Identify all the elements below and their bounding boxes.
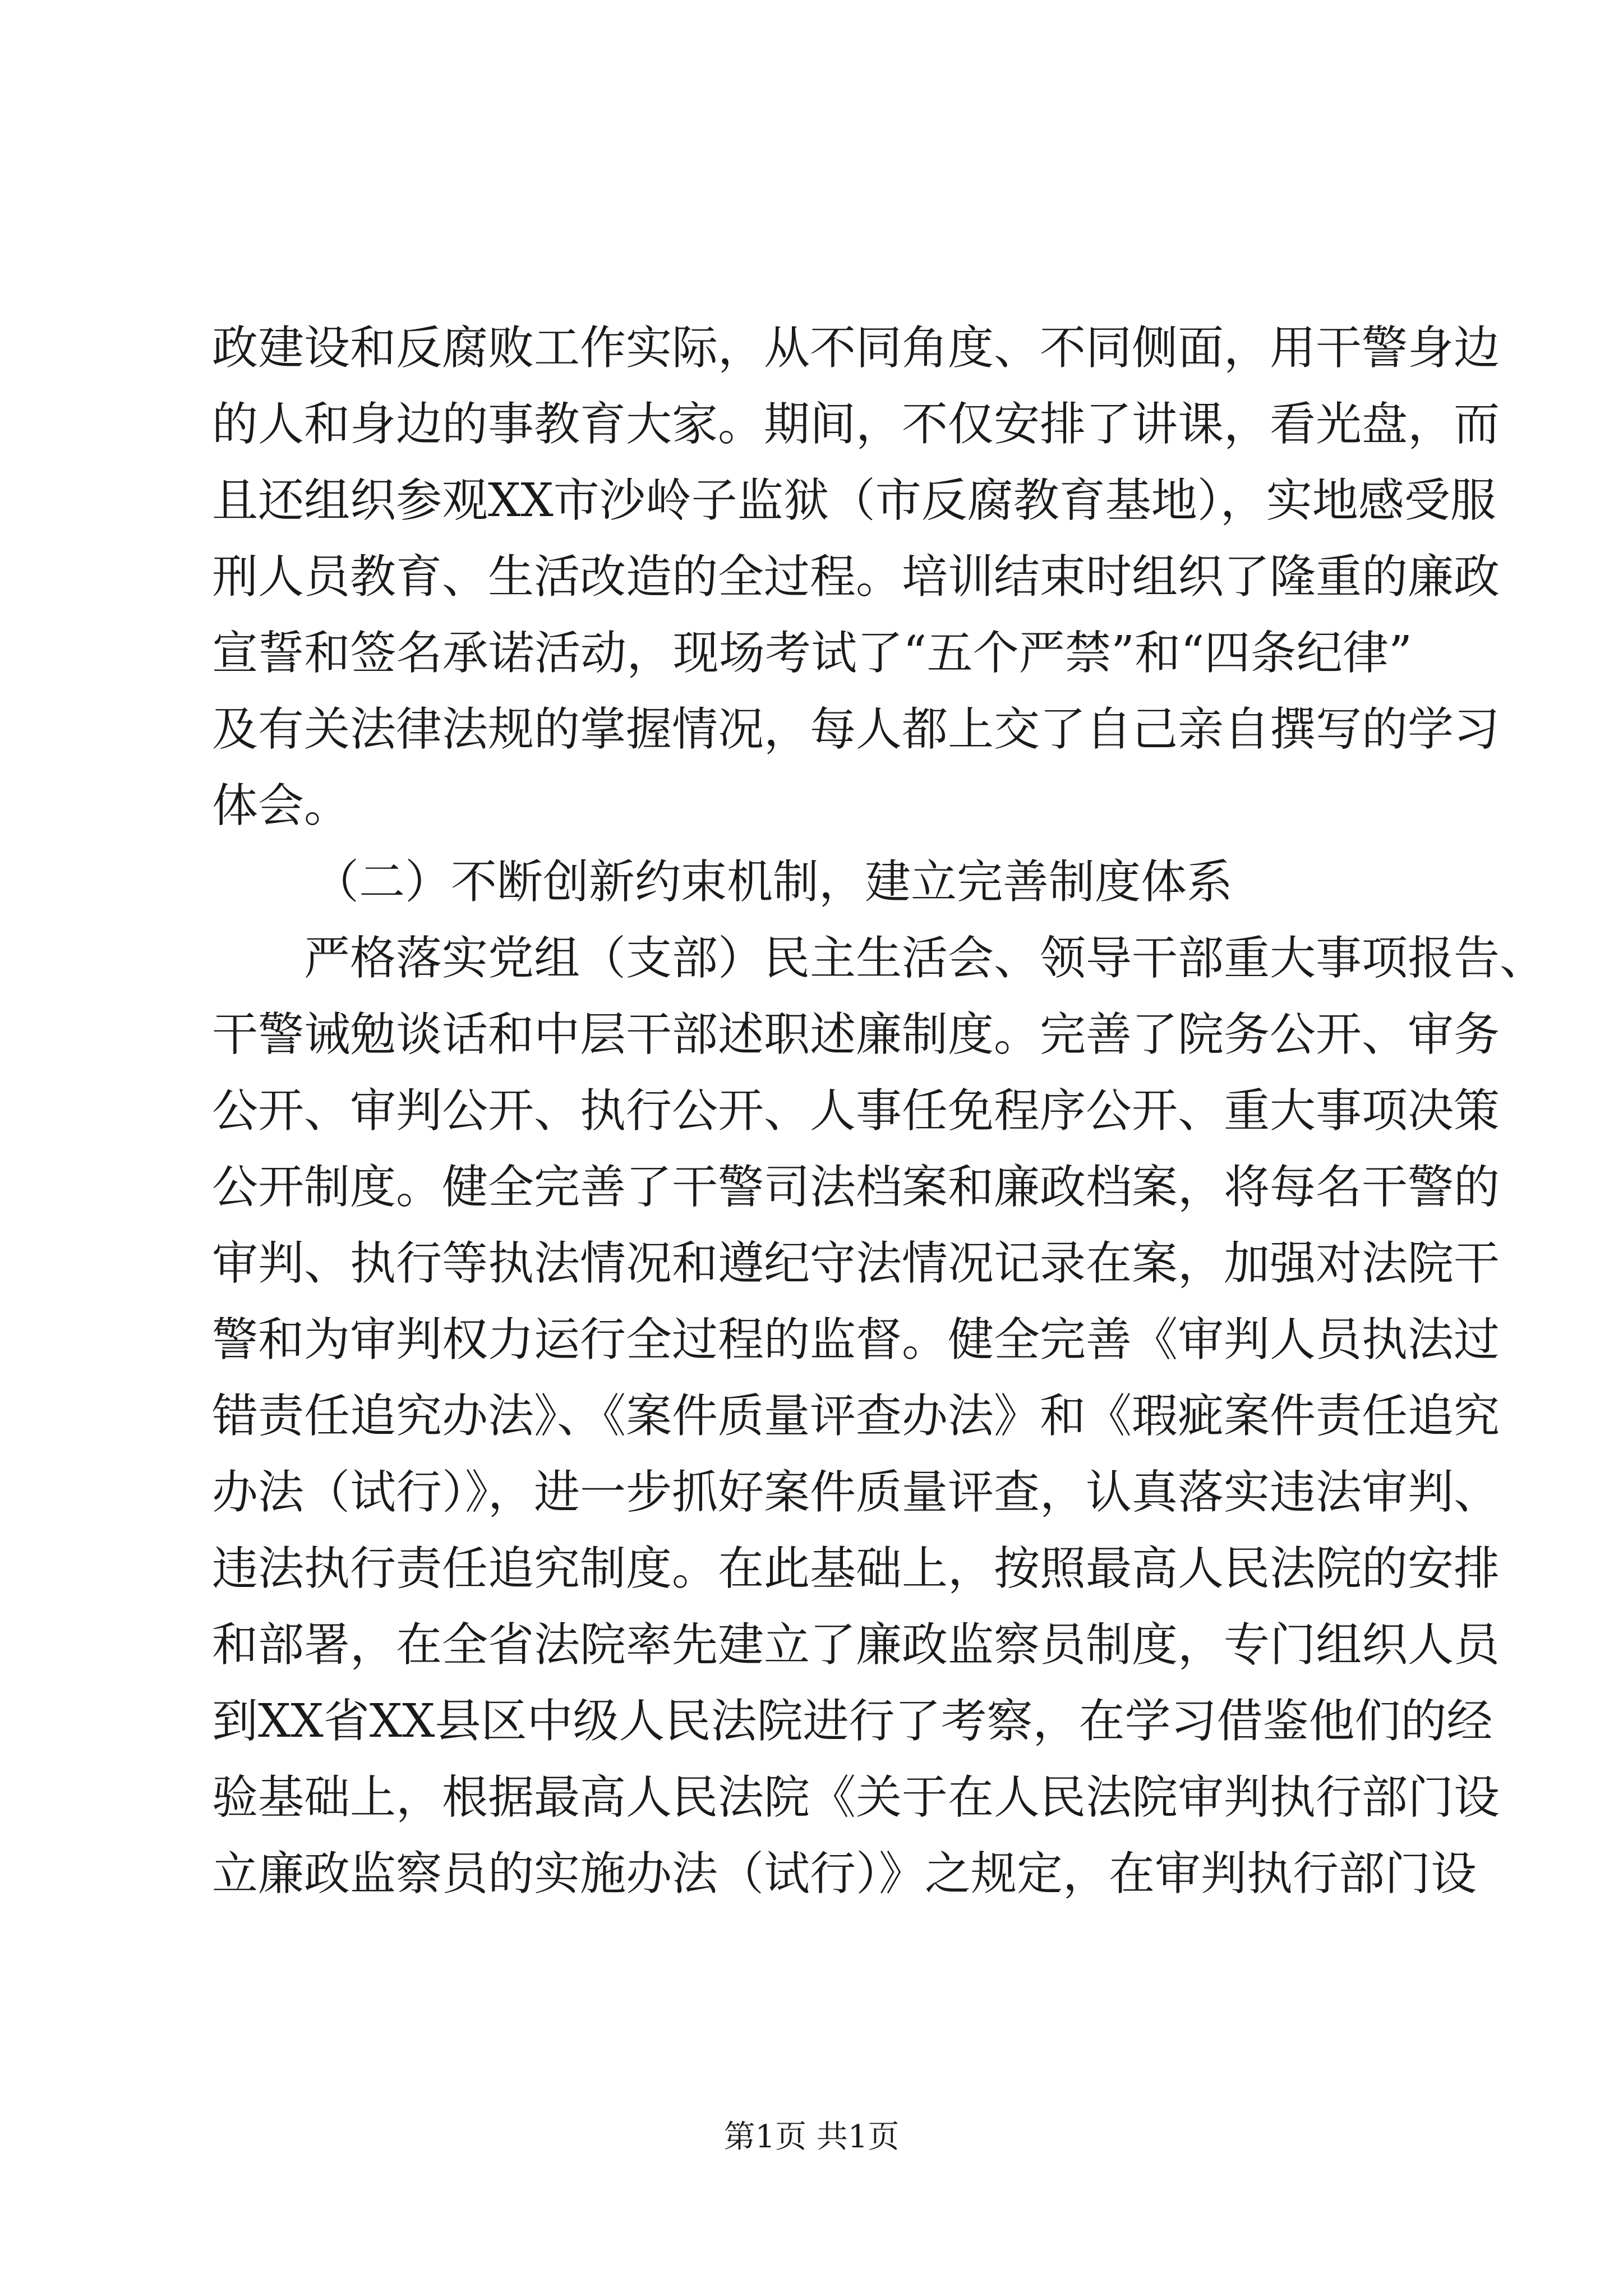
body-line: 验基础上，根据最高人民法院《关于在人民法院审判执行部门设 (212, 1771, 1500, 1824)
body-line: 干警诫勉谈话和中层干部述职述廉制度。完善了院务公开、审务 (212, 1008, 1500, 1061)
body-line: 的人和身边的事教育大家。期间，不仅安排了讲课，看光盘，而 (212, 398, 1500, 451)
body-line: 宣誓和签名承诺活动，现场考试了“五个严禁”和“四条纪律” (212, 627, 1412, 680)
body-line: 办法（试行）》，进一步抓好案件质量评查，认真落实违法审判、 (212, 1466, 1500, 1519)
body-line: 立廉政监察员的实施办法（试行）》之规定，在审判执行部门设 (212, 1847, 1477, 1901)
body-line: 政建设和反腐败工作实际，从不同角度、不同侧面，用干警身边 (212, 321, 1500, 375)
body-line: 到XX省XX县区中级人民法院进行了考察，在学习借鉴他们的经 (212, 1695, 1493, 1748)
section-heading: （二）不断创新约束机制，建立完善制度体系 (313, 855, 1233, 909)
page-number-label: 第1页 共1页 (723, 2119, 900, 2155)
body-line: 错责任追究办法》、《案件质量评查办法》和《瑕疵案件责任追究 (212, 1389, 1500, 1443)
page-footer (0, 2112, 1623, 2157)
body-line: 警和为审判权力运行全过程的监督。健全完善《审判人员执法过 (212, 1313, 1500, 1366)
body-line: 体会。 (212, 779, 351, 832)
body-line: 审判、执行等执法情况和遵纪守法情况记录在案，加强对法院干 (212, 1237, 1500, 1290)
body-line: 且还组织参观XX市沙岭子监狱（市反腐教育基地），实地感受服 (212, 474, 1496, 527)
body-line: 和部署，在全省法院率先建立了廉政监察员制度，专门组织人员 (212, 1618, 1500, 1672)
body-line: 公开、审判公开、执行公开、人事任免程序公开、重大事项决策 (212, 1084, 1500, 1138)
body-line: 及有关法律法规的掌握情况，每人都上交了自己亲自撰写的学习 (212, 703, 1500, 756)
body-line: 严格落实党组（支部）民主生活会、领导干部重大事项报告、 (304, 932, 1546, 985)
body-line: 公开制度。健全完善了干警司法档案和廉政档案，将每名干警的 (212, 1161, 1500, 1214)
document-body (212, 310, 1546, 1912)
body-line: 刑人员教育、生活改造的全过程。培训结束时组织了隆重的廉政 (212, 550, 1500, 604)
body-line: 违法执行责任追究制度。在此基础上，按照最高人民法院的安排 (212, 1542, 1500, 1595)
